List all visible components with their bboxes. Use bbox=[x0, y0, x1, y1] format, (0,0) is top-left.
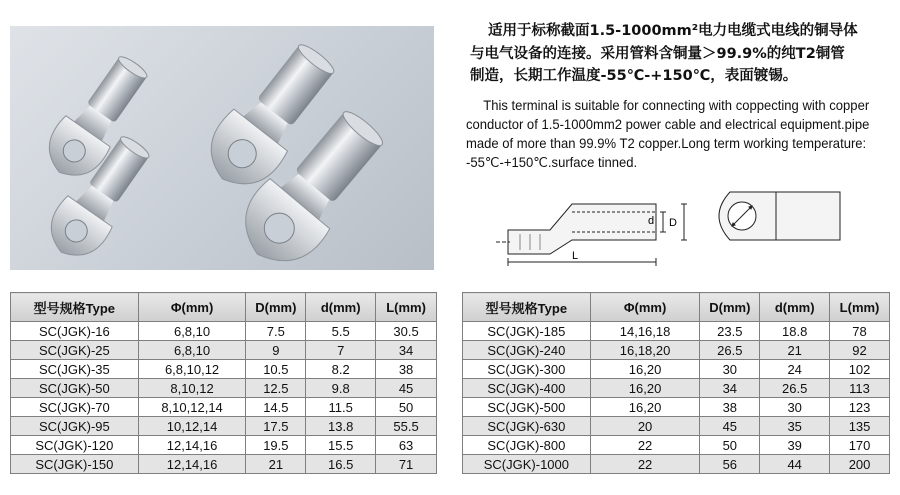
cell-L: 71 bbox=[376, 455, 437, 474]
header-type: 型号规格Type bbox=[463, 293, 591, 322]
table-row bbox=[11, 322, 437, 341]
header-L: L(mm) bbox=[830, 293, 890, 322]
cell-type: SC(JGK)-1000 bbox=[463, 455, 591, 474]
cell-D: 9 bbox=[246, 341, 306, 360]
cell-L: 113 bbox=[830, 379, 890, 398]
table-row bbox=[463, 341, 890, 360]
cell-type: SC(JGK)-95 bbox=[11, 417, 139, 436]
cell-D: 14.5 bbox=[246, 398, 306, 417]
cell-d: 9.8 bbox=[306, 379, 376, 398]
cell-type: SC(JGK)-630 bbox=[463, 417, 591, 436]
cell-type: SC(JGK)-300 bbox=[463, 360, 591, 379]
cell-phi: 8,10,12 bbox=[138, 379, 246, 398]
dimension-diagram bbox=[480, 178, 890, 270]
cell-d: 26.5 bbox=[760, 379, 830, 398]
description-cn-line-2: 与电气设备的连接。采用管料含铜量＞99.9%的纯T2铜管 bbox=[470, 45, 845, 62]
cell-phi: 12,14,16 bbox=[138, 455, 246, 474]
spec-table-left bbox=[10, 292, 437, 474]
cell-phi: 16,18,20 bbox=[590, 341, 700, 360]
table-row bbox=[11, 436, 437, 455]
header-D: D(mm) bbox=[700, 293, 760, 322]
product-photo bbox=[10, 26, 434, 270]
label-d: d bbox=[648, 215, 655, 227]
table-row bbox=[11, 341, 437, 360]
cell-L: 63 bbox=[376, 436, 437, 455]
cell-type: SC(JGK)-50 bbox=[11, 379, 139, 398]
header-d: d(mm) bbox=[306, 293, 376, 322]
cell-D: 17.5 bbox=[246, 417, 306, 436]
table-body-left bbox=[11, 322, 437, 474]
spec-table-right bbox=[462, 292, 890, 474]
label-L: L bbox=[572, 250, 579, 262]
description-chinese bbox=[470, 20, 890, 88]
table-row bbox=[11, 398, 437, 417]
cell-D: 30 bbox=[700, 360, 760, 379]
cell-L: 170 bbox=[830, 436, 890, 455]
cell-D: 19.5 bbox=[246, 436, 306, 455]
cell-L: 92 bbox=[830, 341, 890, 360]
table-row bbox=[463, 360, 890, 379]
cell-D: 10.5 bbox=[246, 360, 306, 379]
side-view bbox=[496, 204, 687, 266]
cell-D: 12.5 bbox=[246, 379, 306, 398]
cell-d: 21 bbox=[760, 341, 830, 360]
cell-d: 8.2 bbox=[306, 360, 376, 379]
cell-D: 56 bbox=[700, 455, 760, 474]
cell-phi: 12,14,16 bbox=[138, 436, 246, 455]
cell-d: 39 bbox=[760, 436, 830, 455]
description-english bbox=[466, 96, 879, 172]
cell-L: 50 bbox=[376, 398, 437, 417]
cell-d: 7 bbox=[306, 341, 376, 360]
header-type: 型号规格Type bbox=[11, 293, 139, 322]
cell-type: SC(JGK)-16 bbox=[11, 322, 139, 341]
cell-L: 200 bbox=[830, 455, 890, 474]
cell-d: 11.5 bbox=[306, 398, 376, 417]
description-cn-line-3: 制造，长期工作温度-55℃-+150℃，表面镀锡。 bbox=[470, 68, 798, 84]
cell-type: SC(JGK)-150 bbox=[11, 455, 139, 474]
table-body-right bbox=[463, 322, 890, 474]
cell-D: 26.5 bbox=[700, 341, 760, 360]
cell-type: SC(JGK)-800 bbox=[463, 436, 591, 455]
table-row bbox=[11, 360, 437, 379]
cell-D: 34 bbox=[700, 379, 760, 398]
cell-type: SC(JGK)-120 bbox=[11, 436, 139, 455]
cell-d: 5.5 bbox=[306, 322, 376, 341]
description-en-line-2: conductor of 1.5-1000mm2 power cable and electrical equipment.pipe bbox=[466, 117, 870, 132]
cell-L: 135 bbox=[830, 417, 890, 436]
cell-phi: 20 bbox=[590, 417, 700, 436]
cell-d: 35 bbox=[760, 417, 830, 436]
cell-d: 18.8 bbox=[760, 322, 830, 341]
cell-d: 13.8 bbox=[306, 417, 376, 436]
table-header-row bbox=[11, 293, 437, 322]
description-en-line-3: made of more than 99.9% T2 copper.Long term working temperature: bbox=[466, 136, 867, 151]
table-header-row bbox=[463, 293, 890, 322]
cell-phi: 16,20 bbox=[590, 398, 700, 417]
header-phi: Φ(mm) bbox=[590, 293, 700, 322]
table-row bbox=[463, 417, 890, 436]
table-row bbox=[463, 436, 890, 455]
cell-d: 30 bbox=[760, 398, 830, 417]
cell-L: 34 bbox=[376, 341, 437, 360]
table-row bbox=[11, 417, 437, 436]
description-en-line-1: This terminal is suitable for connecting with coppecting with copper bbox=[483, 98, 870, 113]
table-row bbox=[463, 322, 890, 341]
cell-type: SC(JGK)-25 bbox=[11, 341, 139, 360]
cell-phi: 22 bbox=[590, 436, 700, 455]
cell-phi: 10,12,14 bbox=[138, 417, 246, 436]
description-en-line-4: -55℃-+150℃.surface tinned. bbox=[466, 155, 638, 170]
table-row bbox=[463, 455, 890, 474]
description-cn-line-1: 适用于标称截面1.5-1000mm²电力电缆式电线的铜导体 bbox=[488, 23, 858, 39]
cell-D: 38 bbox=[700, 398, 760, 417]
cell-type: SC(JGK)-35 bbox=[11, 360, 139, 379]
top-view bbox=[719, 192, 840, 240]
cell-D: 21 bbox=[246, 455, 306, 474]
cell-d: 24 bbox=[760, 360, 830, 379]
cell-phi: 6,8,10,12 bbox=[138, 360, 246, 379]
cell-phi: 16,20 bbox=[590, 360, 700, 379]
cell-phi: 22 bbox=[590, 455, 700, 474]
table-row bbox=[11, 379, 437, 398]
table-row bbox=[463, 398, 890, 417]
table-row bbox=[11, 455, 437, 474]
cell-L: 123 bbox=[830, 398, 890, 417]
cell-D: 45 bbox=[700, 417, 760, 436]
header-L: L(mm) bbox=[376, 293, 437, 322]
cell-type: SC(JGK)-70 bbox=[11, 398, 139, 417]
cell-L: 30.5 bbox=[376, 322, 437, 341]
technical-drawing bbox=[480, 178, 890, 270]
label-D: D bbox=[669, 217, 677, 229]
cell-D: 50 bbox=[700, 436, 760, 455]
cell-D: 23.5 bbox=[700, 322, 760, 341]
cell-phi: 8,10,12,14 bbox=[138, 398, 246, 417]
cell-L: 45 bbox=[376, 379, 437, 398]
cell-type: SC(JGK)-500 bbox=[463, 398, 591, 417]
cell-L: 78 bbox=[830, 322, 890, 341]
cell-L: 38 bbox=[376, 360, 437, 379]
header-phi: Φ(mm) bbox=[138, 293, 246, 322]
cell-d: 15.5 bbox=[306, 436, 376, 455]
cable-lugs-illustration bbox=[10, 26, 434, 270]
cell-d: 44 bbox=[760, 455, 830, 474]
header-d: d(mm) bbox=[760, 293, 830, 322]
cell-phi: 14,16,18 bbox=[590, 322, 700, 341]
header-D: D(mm) bbox=[246, 293, 306, 322]
cell-phi: 6,8,10 bbox=[138, 341, 246, 360]
cell-type: SC(JGK)-240 bbox=[463, 341, 591, 360]
cell-d: 16.5 bbox=[306, 455, 376, 474]
cell-L: 55.5 bbox=[376, 417, 437, 436]
cell-type: SC(JGK)-185 bbox=[463, 322, 591, 341]
cell-phi: 16,20 bbox=[590, 379, 700, 398]
cell-D: 7.5 bbox=[246, 322, 306, 341]
cell-phi: 6,8,10 bbox=[138, 322, 246, 341]
cell-type: SC(JGK)-400 bbox=[463, 379, 591, 398]
table-row bbox=[463, 379, 890, 398]
cell-L: 102 bbox=[830, 360, 890, 379]
